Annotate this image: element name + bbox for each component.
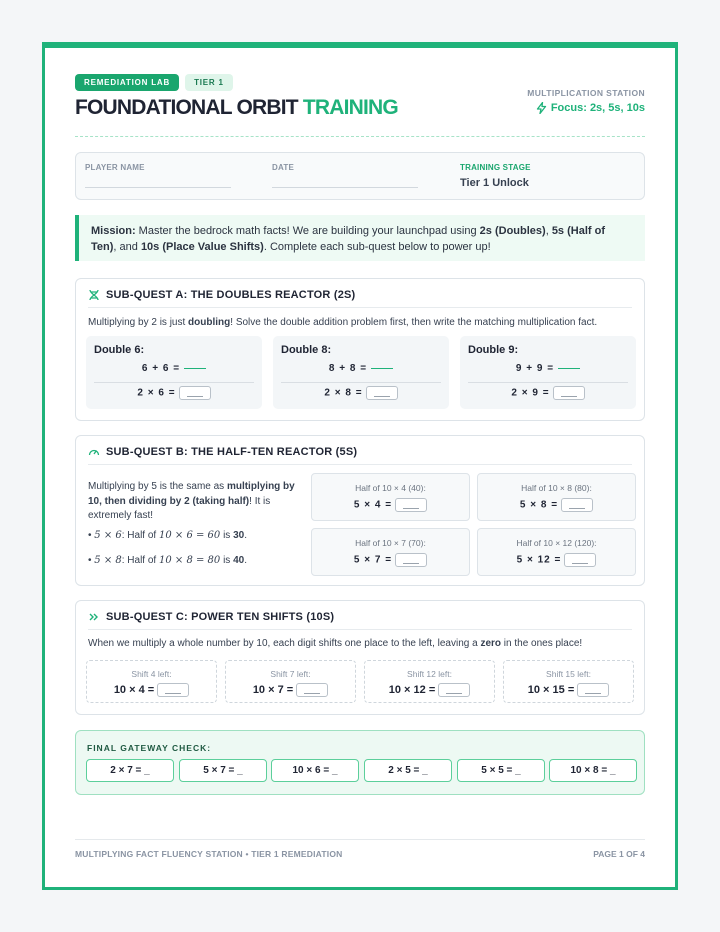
answer-box[interactable] bbox=[395, 498, 427, 512]
sub-quest-b-title bbox=[88, 446, 357, 458]
desc-a-1: Multiplying by 2 is just bbox=[88, 317, 189, 328]
gauge-icon bbox=[88, 446, 100, 458]
answer-box[interactable] bbox=[179, 386, 211, 400]
example-text: is bbox=[220, 555, 234, 566]
half-ten-card bbox=[311, 473, 470, 521]
mission-lead: Mission: bbox=[91, 225, 136, 237]
half-ten-equation bbox=[312, 498, 469, 512]
training-stage-field bbox=[460, 163, 531, 189]
example-5x8: • 5 × 8: Half of 10 × 8 = 80 is 40. bbox=[88, 555, 247, 566]
equation-text: 10 × 15 = bbox=[527, 683, 575, 696]
equation-text: 5 × 4 = bbox=[353, 499, 393, 511]
equation-text: 10 × 4 = bbox=[113, 683, 155, 696]
focus-text: Focus: 2s, 5s, 10s bbox=[550, 102, 645, 114]
addition-text: 8 + 8 = bbox=[328, 363, 368, 374]
final-problem[interactable]: 2 × 5 = _ bbox=[364, 759, 452, 782]
sub-quest-a-rule bbox=[88, 307, 632, 308]
double-multiplication bbox=[273, 386, 449, 400]
power-ten-hint: Shift 4 left: bbox=[131, 669, 172, 679]
final-problem[interactable]: 10 × 6 = _ bbox=[271, 759, 359, 782]
double-card bbox=[460, 336, 636, 409]
header-badges bbox=[75, 74, 233, 91]
mission-bold-3: 10s (Place Value Shifts) bbox=[140, 241, 264, 253]
page-number: PAGE 1 OF 4 bbox=[593, 849, 645, 859]
multiplication-text: 2 × 8 = bbox=[324, 387, 363, 399]
example-answer: 30 bbox=[233, 530, 245, 541]
desc-a-2: ! Solve the double addition problem first, then write the matching multiplication fact. bbox=[230, 317, 598, 328]
double-multiplication bbox=[460, 386, 636, 400]
power-ten-equation bbox=[87, 683, 216, 697]
answer-box[interactable] bbox=[564, 553, 596, 567]
header-divider bbox=[75, 136, 645, 137]
desc-a-bold: doubling bbox=[188, 317, 231, 328]
station-label: MULTIPLICATION STATION bbox=[527, 88, 645, 98]
sub-quest-a bbox=[75, 278, 645, 421]
date-field[interactable] bbox=[272, 163, 294, 172]
final-problem[interactable]: 2 × 7 = _ bbox=[86, 759, 174, 782]
multiplication-text: 2 × 9 = bbox=[511, 387, 550, 399]
answer-box[interactable] bbox=[553, 386, 585, 400]
power-ten-hint: Shift 15 left: bbox=[546, 669, 591, 679]
power-ten-equation bbox=[226, 683, 355, 697]
power-ten-card bbox=[364, 660, 495, 703]
sub-quest-c-heading: SUB-QUEST C: POWER TEN SHIFTS (10S) bbox=[106, 611, 335, 623]
page-title bbox=[75, 96, 398, 120]
half-ten-hint: Half of 10 × 12 (120): bbox=[516, 538, 597, 548]
mission-callout bbox=[75, 215, 645, 261]
answer-box[interactable] bbox=[577, 683, 609, 697]
power-ten-equation bbox=[504, 683, 633, 697]
sub-quest-a-heading: SUB-QUEST A: THE DOUBLES REACTOR (2S) bbox=[106, 289, 356, 301]
half-ten-hint: Half of 10 × 7 (70): bbox=[355, 538, 426, 548]
badge-tier: TIER 1 bbox=[185, 74, 233, 91]
equation-text: 5 × 8 = bbox=[519, 499, 559, 511]
equation-text: 5 × 7 = bbox=[353, 554, 393, 566]
half-ten-equation bbox=[478, 498, 635, 512]
example-math: 10 × 6 = 60 bbox=[159, 530, 221, 541]
date-line bbox=[272, 187, 418, 188]
double-card-title: Double 8: bbox=[281, 344, 332, 356]
lightning-icon bbox=[536, 102, 547, 114]
answer-box[interactable] bbox=[157, 683, 189, 697]
player-name-line bbox=[85, 187, 231, 188]
half-ten-hint: Half of 10 × 8 (80): bbox=[521, 483, 592, 493]
sub-quest-b-heading: SUB-QUEST B: THE HALF-TEN REACTOR (5S) bbox=[106, 446, 358, 458]
half-ten-card bbox=[477, 528, 636, 576]
double-addition bbox=[460, 363, 636, 374]
final-gateway-check bbox=[75, 730, 645, 795]
multiplication-text: 2 × 6 = bbox=[137, 387, 176, 399]
equation-text: 5 × 12 = bbox=[516, 554, 562, 566]
desc-b-bold: multiplying by 10, then dividing by 2 (taking half) bbox=[88, 481, 295, 507]
double-card-title: Double 6: bbox=[94, 344, 145, 356]
answer-blank[interactable] bbox=[371, 368, 393, 369]
final-check-title: FINAL GATEWAY CHECK: bbox=[87, 743, 212, 753]
footer-left-text: MULTIPLYING FACT FLUENCY STATION • TIER 1 REMEDIATION bbox=[75, 849, 343, 859]
sub-quest-b-rule bbox=[88, 464, 632, 465]
player-name-field[interactable] bbox=[85, 163, 145, 172]
card-divider bbox=[468, 382, 628, 383]
example-text: : Half of bbox=[121, 555, 159, 566]
answer-box[interactable] bbox=[438, 683, 470, 697]
mission-text-2: , bbox=[545, 225, 552, 237]
addition-text: 9 + 9 = bbox=[515, 363, 555, 374]
final-problem[interactable]: 5 × 5 = _ bbox=[457, 759, 545, 782]
half-ten-card bbox=[477, 473, 636, 521]
desc-b-2: ! It is extremely fast! bbox=[88, 495, 271, 521]
player-name-label: PLAYER NAME bbox=[85, 163, 145, 172]
sub-quest-a-description bbox=[88, 317, 632, 328]
training-stage-label: TRAINING STAGE bbox=[460, 163, 531, 172]
power-ten-hint: Shift 7 left: bbox=[270, 669, 311, 679]
double-chevron-right-icon bbox=[88, 611, 100, 623]
sub-quest-b bbox=[75, 435, 645, 586]
mission-bold-1: 2s (Doubles) bbox=[479, 225, 546, 237]
example-answer: 40 bbox=[233, 555, 245, 566]
page-footer bbox=[75, 839, 645, 859]
answer-box[interactable] bbox=[296, 683, 328, 697]
double-card bbox=[86, 336, 262, 409]
mission-bold-2: 5s (Half of Ten) bbox=[91, 225, 605, 253]
example-text: is bbox=[220, 530, 234, 541]
example-text: : Half of bbox=[121, 530, 159, 541]
answer-blank[interactable] bbox=[184, 368, 206, 369]
training-stage-value: Tier 1 Unlock bbox=[460, 177, 529, 189]
power-ten-card bbox=[86, 660, 217, 703]
station-info bbox=[527, 88, 645, 114]
desc-c-1: When we multiply a whole number by 10, each digit shifts one place to the left, leaving a bbox=[88, 638, 481, 649]
double-card bbox=[273, 336, 449, 409]
double-addition bbox=[273, 363, 449, 374]
double-addition bbox=[86, 363, 262, 374]
sub-quest-c-rule bbox=[88, 629, 632, 630]
sub-quest-c bbox=[75, 600, 645, 715]
power-ten-equation bbox=[365, 683, 494, 697]
sub-quest-c-title bbox=[88, 611, 334, 623]
final-problem[interactable]: 10 × 8 = _ bbox=[549, 759, 637, 782]
example-math: 10 × 8 = 80 bbox=[159, 555, 221, 566]
half-ten-hint: Half of 10 × 4 (40): bbox=[355, 483, 426, 493]
dna-icon bbox=[88, 289, 100, 301]
desc-c-bold: zero bbox=[480, 638, 502, 649]
title-main: FOUNDATIONAL ORBIT bbox=[75, 96, 298, 119]
focus-line bbox=[527, 102, 645, 114]
answer-box[interactable] bbox=[366, 386, 398, 400]
addition-text: 6 + 6 = bbox=[141, 363, 181, 374]
worksheet-page bbox=[42, 42, 678, 890]
example-5x6: • 5 × 6: Half of 10 × 6 = 60 is 30. bbox=[88, 530, 247, 541]
mission-text-1: Master the bedrock math facts! We are building your launchpad using bbox=[135, 225, 480, 237]
title-accent: TRAINING bbox=[302, 96, 398, 119]
equation-text: 10 × 12 = bbox=[388, 683, 436, 696]
example-math: 5 × 8 bbox=[94, 555, 122, 566]
equation-text: 10 × 7 = bbox=[252, 683, 294, 696]
half-ten-card bbox=[311, 528, 470, 576]
sub-quest-a-title bbox=[88, 289, 355, 301]
half-ten-equation bbox=[312, 553, 469, 567]
desc-b-1: Multiplying by 5 is the same as bbox=[88, 481, 227, 492]
answer-blank[interactable] bbox=[558, 368, 580, 369]
answer-box[interactable] bbox=[561, 498, 593, 512]
sub-quest-b-description bbox=[88, 480, 306, 524]
badge-remediation-lab: REMEDIATION LAB bbox=[75, 74, 179, 91]
half-ten-equation bbox=[478, 553, 635, 567]
sub-quest-c-description bbox=[88, 638, 632, 649]
card-divider bbox=[94, 382, 254, 383]
power-ten-card bbox=[225, 660, 356, 703]
power-ten-card bbox=[503, 660, 634, 703]
player-info-box bbox=[75, 152, 645, 200]
mission-text-3: , and bbox=[113, 241, 141, 253]
mission-text-4: . Complete each sub-quest below to power up! bbox=[263, 241, 491, 253]
example-math: 5 × 6 bbox=[94, 530, 122, 541]
date-label: DATE bbox=[272, 163, 294, 172]
desc-c-2: in the ones place! bbox=[501, 638, 583, 649]
power-ten-hint: Shift 12 left: bbox=[407, 669, 452, 679]
final-problem[interactable]: 5 × 7 = _ bbox=[179, 759, 267, 782]
card-divider bbox=[281, 382, 441, 383]
double-card-title: Double 9: bbox=[468, 344, 519, 356]
double-multiplication bbox=[86, 386, 262, 400]
answer-box[interactable] bbox=[395, 553, 427, 567]
